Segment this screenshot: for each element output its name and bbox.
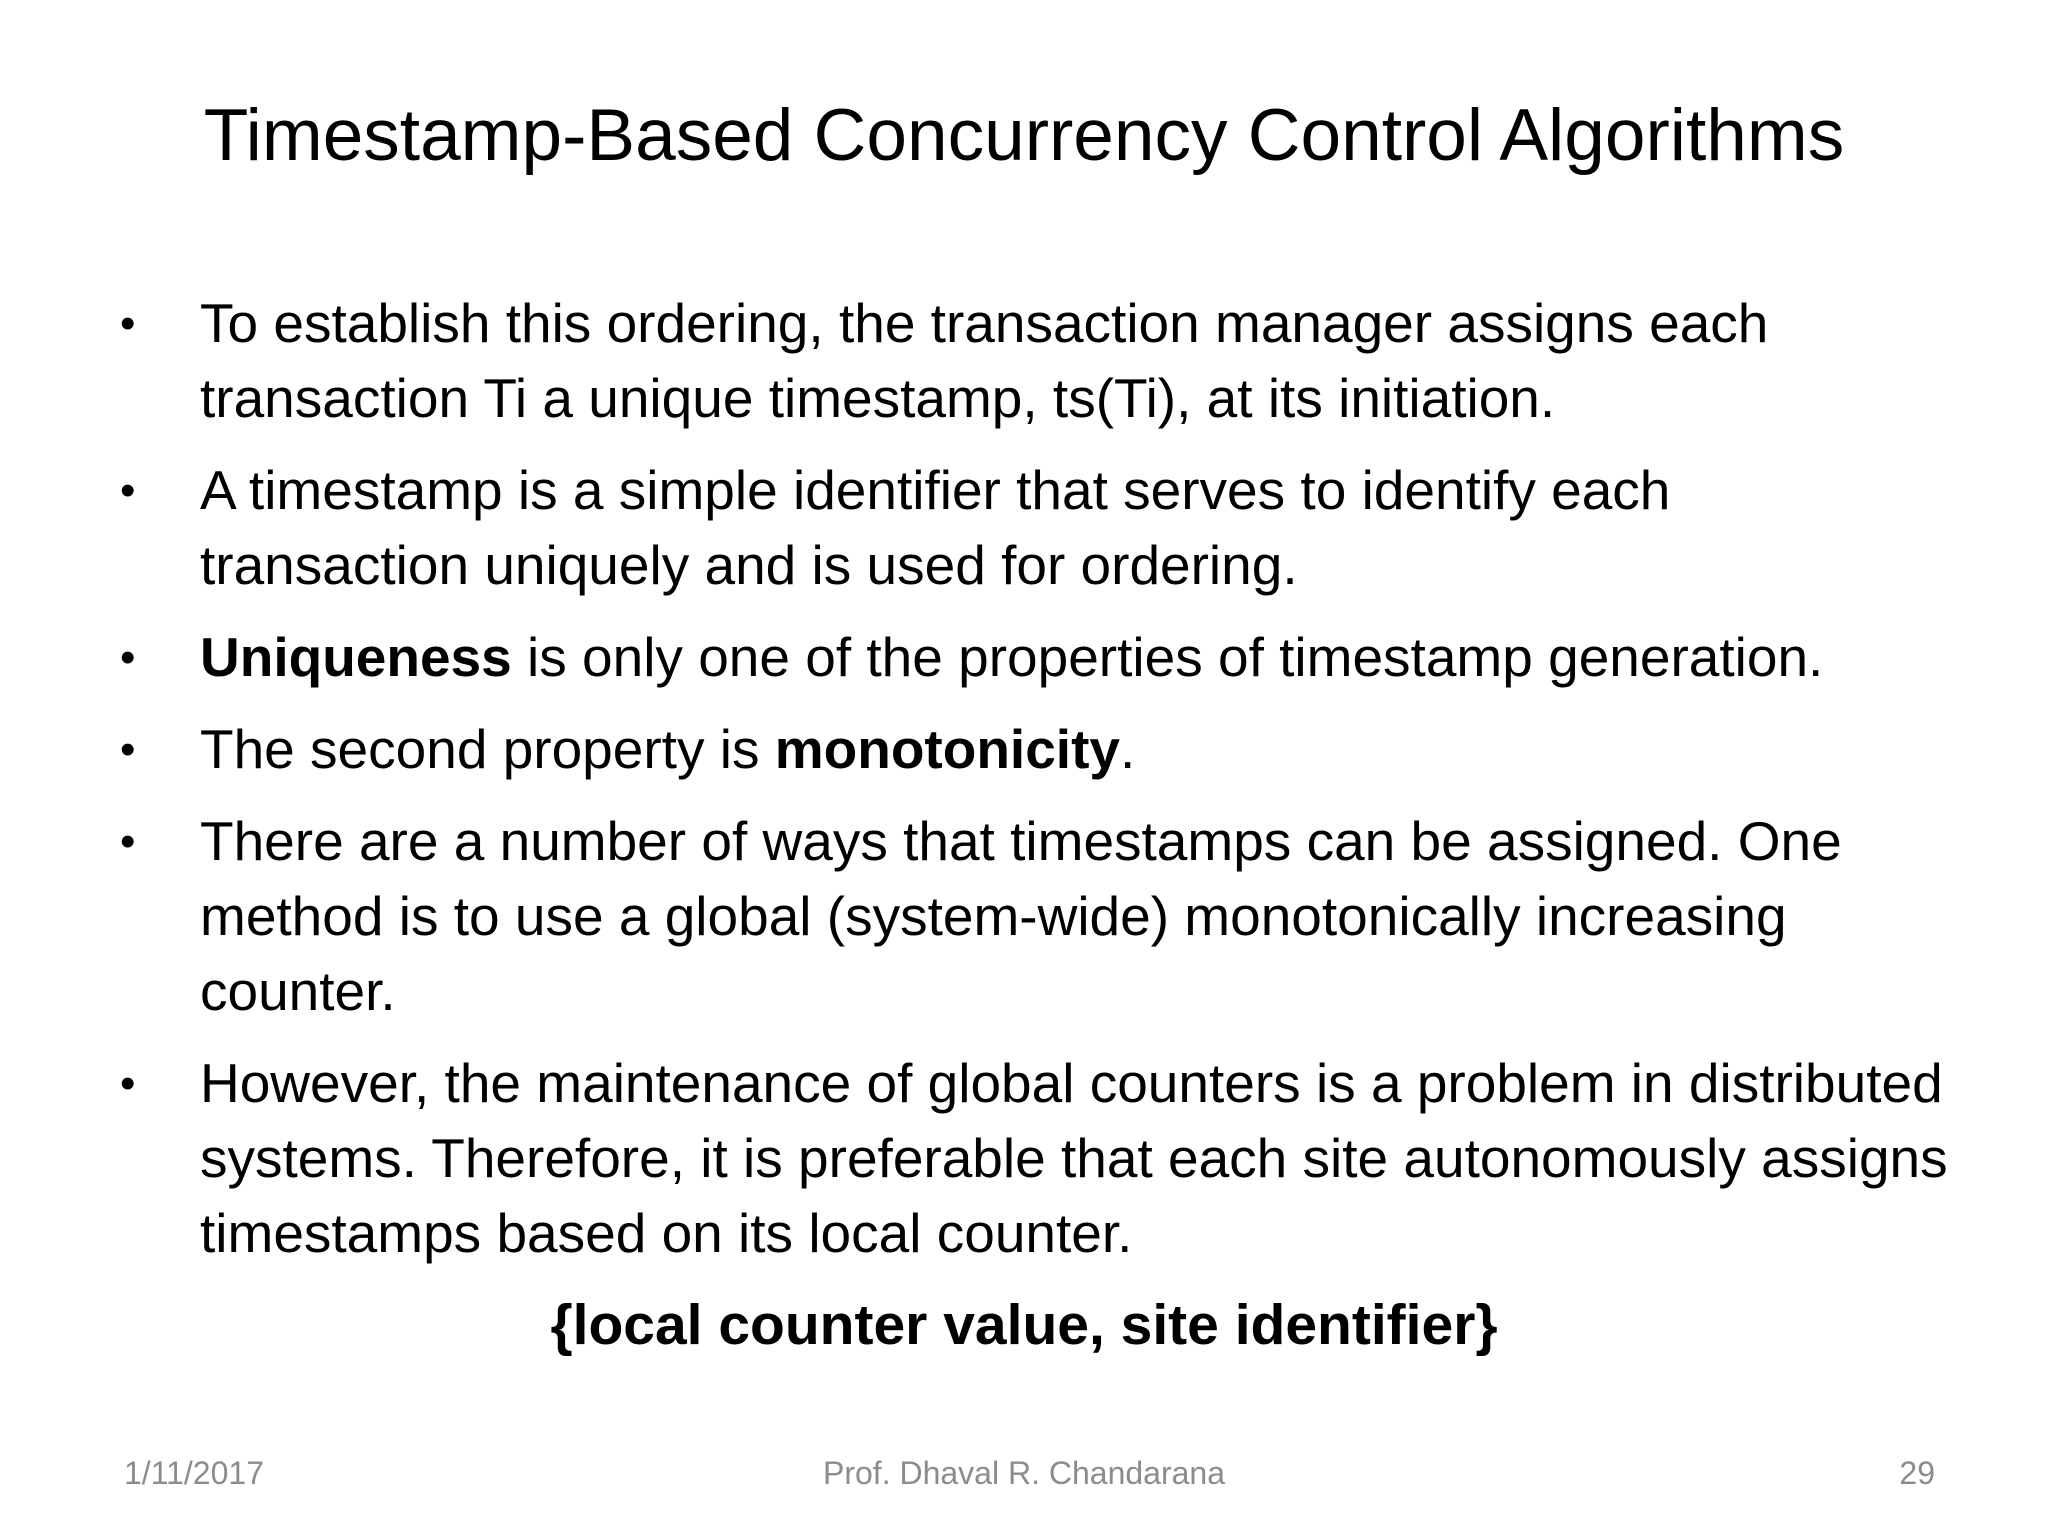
bullet-icon: • bbox=[120, 633, 136, 682]
bullet-text: . bbox=[1120, 718, 1136, 780]
bullet-icon: • bbox=[120, 1059, 136, 1108]
bullet-item bbox=[120, 286, 1950, 436]
bullet-icon: • bbox=[120, 725, 136, 774]
bullet-icon: • bbox=[120, 299, 136, 348]
bullet-bold-term: monotonicity bbox=[774, 718, 1120, 780]
bullet-text: The second property is bbox=[200, 718, 775, 780]
bullet-item bbox=[120, 453, 1950, 603]
bullet-bold-term: Uniqueness bbox=[200, 626, 512, 688]
bullet-icon: • bbox=[120, 817, 136, 866]
slide-title: Timestamp-Based Concurrency Control Algorithms bbox=[203, 95, 1845, 176]
bullet-text: However, the maintenance of global counters is a problem in distributed systems. Therefore, it is preferable that each site autonomously assigns timestamps based on its local counter. bbox=[200, 1052, 1948, 1264]
bullet-icon: • bbox=[120, 466, 136, 515]
bullet-item bbox=[120, 804, 1950, 1029]
bullet-text: There are a number of ways that timestamps can be assigned. One method is to use a global (system-wide) monotonically increasing counter. bbox=[200, 810, 1842, 1022]
timestamp-formula: {local counter value, site identifier} bbox=[550, 1293, 1498, 1357]
bullet-list bbox=[120, 286, 1950, 1288]
bullet-text: is only one of the properties of timestamp generation. bbox=[511, 626, 1824, 688]
bullet-text: To establish this ordering, the transaction manager assigns each transaction Ti a unique timestamp, ts(Ti), at its initiation. bbox=[200, 292, 1769, 429]
bullet-item bbox=[120, 712, 1950, 787]
footer-date: 1/11/2017 bbox=[124, 1455, 264, 1491]
bullet-item bbox=[120, 620, 1950, 695]
footer-author: Prof. Dhaval R. Chandarana bbox=[823, 1455, 1225, 1491]
page-number: 29 bbox=[1899, 1455, 1935, 1491]
bullet-item bbox=[120, 1046, 1950, 1271]
bullet-text: A timestamp is a simple identifier that serves to identify each transaction uniquely and is used for ordering. bbox=[200, 459, 1671, 596]
